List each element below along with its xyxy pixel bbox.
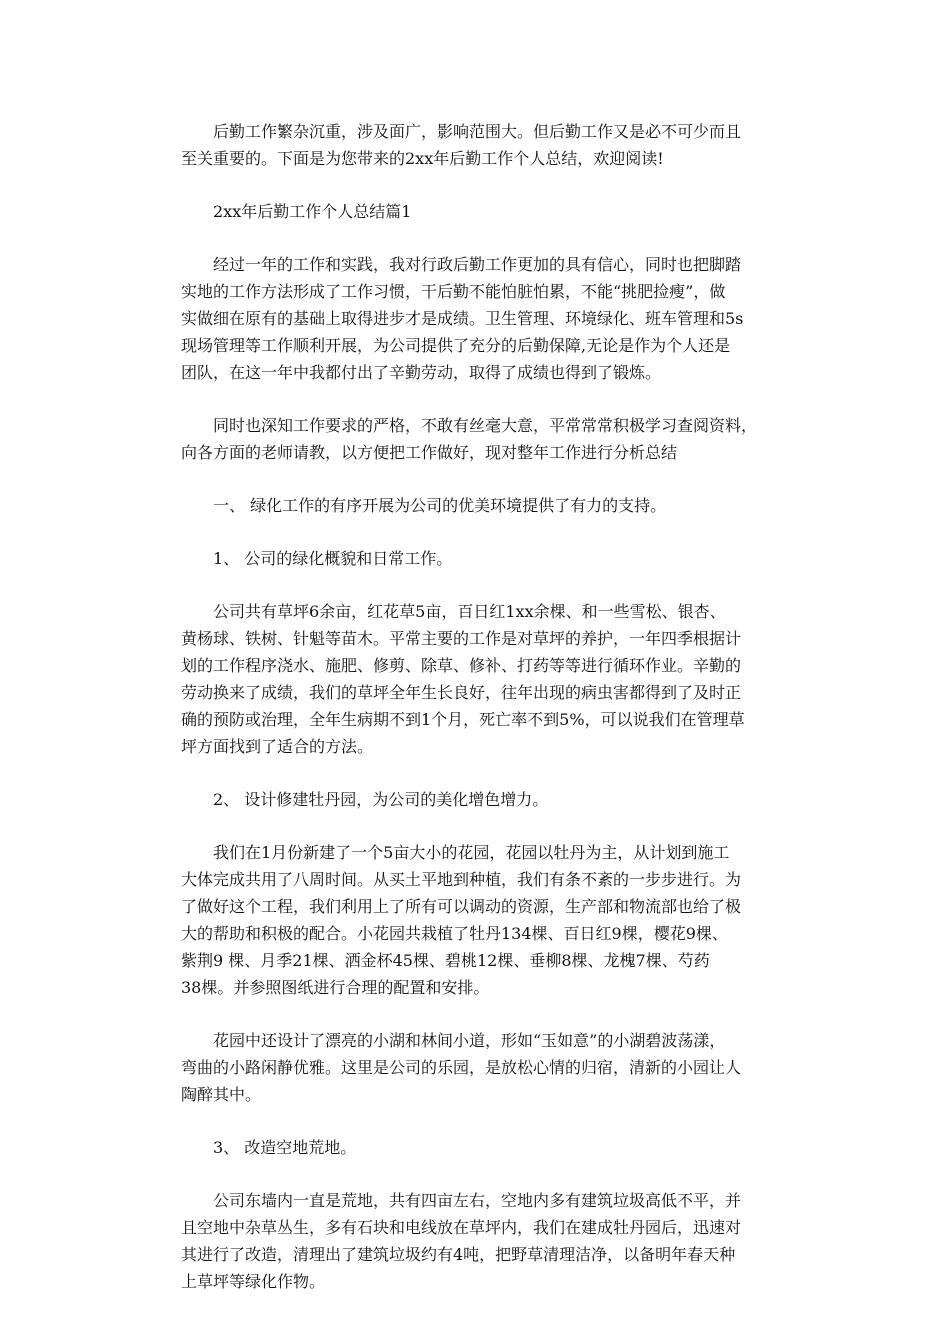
text-line: 且空地中杂草丛生，多有石块和电线放在草坪内，我们在建成牡丹园后，迅速对 bbox=[181, 1218, 742, 1237]
text-line: 现场管理等工作顺利开展，为公司提供了充分的后勤保障,无论是作为个人还是 bbox=[181, 336, 731, 355]
text-line: 坪方面找到了适合的方法。 bbox=[181, 737, 374, 756]
text-line: 上草坪等绿化作物。 bbox=[181, 1272, 326, 1291]
text-line: 团队，在这一年中我都付出了辛勤劳动，取得了成绩也得到了锻炼。 bbox=[181, 363, 662, 382]
subsection-heading bbox=[181, 786, 779, 813]
text-line: 38棵。并参照图纸进行合理的配置和安排。 bbox=[181, 978, 490, 997]
subsection-heading bbox=[181, 1134, 779, 1161]
text-line: 紫荆9 棵、月季21棵、洒金杯45棵、碧桃12棵、垂柳8棵、龙槐7棵、芍药 bbox=[181, 951, 710, 970]
text-line: 后勤工作繁杂沉重，涉及面广，影响范围大。但后勤工作又是必不可少而且 bbox=[213, 122, 742, 141]
text-line: 黄杨球、铁树、针魁等苗木。平常主要的工作是对草坪的养护，一年四季根据计 bbox=[181, 629, 742, 648]
text-line: 同时也深知工作要求的严格，不敢有丝毫大意，平常常常积极学习查阅资料， bbox=[213, 416, 758, 435]
text-line: 弯曲的小路闲静优雅。这里是公司的乐园，是放松心情的归宿，清新的小园让人 bbox=[181, 1058, 742, 1077]
body-paragraph bbox=[181, 1187, 779, 1295]
text-line: 2xx年后勤工作个人总结篇1 bbox=[213, 202, 412, 221]
text-line: 了做好这个工程，我们利用上了所有可以调动的资源，生产部和物流部也给了极 bbox=[181, 897, 742, 916]
text-line: 公司东墙内一直是荒地，共有四亩左右，空地内多有建筑垃圾高低不平，并 bbox=[213, 1191, 742, 1210]
body-paragraph bbox=[181, 598, 779, 760]
text-line: 一、 绿化工作的有序开展为公司的优美环境提供了有力的支持。 bbox=[213, 496, 667, 515]
body-paragraph bbox=[181, 251, 779, 386]
text-line: 我们在1月份新建了一个5亩大小的花园，花园以牡丹为主，从计划到施工 bbox=[213, 843, 730, 862]
body-paragraph bbox=[181, 412, 779, 466]
text-line: 花园中还设计了漂亮的小湖和林间小道，形如“玉如意”的小湖碧波荡漾， bbox=[213, 1031, 726, 1050]
document-title bbox=[181, 198, 779, 225]
text-line: 实地的工作方法形成了工作习惯，干后勤不能怕脏怕累，不能“挑肥捡瘦”，做 bbox=[181, 282, 726, 301]
text-line: 其进行了改造，清理出了建筑垃圾约有4吨，把野草清理洁净，以备明年春天种 bbox=[181, 1245, 736, 1264]
text-line: 劳动换来了成绩，我们的草坪全年生长良好，往年出现的病虫害都得到了及时正 bbox=[181, 683, 742, 702]
text-line: 大体完成共用了八周时间。从买土平地到种植，我们有条不紊的一步步进行。为 bbox=[181, 870, 742, 889]
text-line: 1、 公司的绿化概貌和日常工作。 bbox=[213, 549, 453, 568]
intro-paragraph bbox=[181, 118, 779, 172]
text-line: 至关重要的。下面是为您带来的2xx年后勤工作个人总结，欢迎阅读! bbox=[181, 149, 664, 168]
document-page bbox=[181, 118, 779, 1321]
text-line: 向各方面的老师请教，以方便把工作做好，现对整年工作进行分析总结 bbox=[181, 443, 678, 462]
section-heading bbox=[181, 492, 779, 519]
text-line: 3、 改造空地荒地。 bbox=[213, 1138, 357, 1157]
text-line: 经过一年的工作和实践，我对行政后勤工作更加的具有信心，同时也把脚踏 bbox=[213, 255, 742, 274]
text-line: 确的预防或治理，全年生病期不到1个月，死亡率不到5%，可以说我们在管理草 bbox=[181, 710, 745, 729]
text-line: 实做细在原有的基础上取得进步才是成绩。卫生管理、环境绿化、班车管理和5s bbox=[181, 309, 744, 328]
text-line: 公司共有草坪6余亩，红花草5亩，百日红1xx余棵、和一些雪松、银杏、 bbox=[213, 602, 726, 621]
text-line: 2、 设计修建牡丹园，为公司的美化增色增力。 bbox=[213, 790, 549, 809]
text-line: 大的帮助和积极的配合。小花园共栽植了牡丹134棵、百日红9棵，樱花9棵、 bbox=[181, 924, 728, 943]
body-paragraph bbox=[181, 1027, 779, 1108]
text-line: 陶醉其中。 bbox=[181, 1085, 262, 1104]
text-line: 划的工作程序浇水、施肥、修剪、除草、修补、打药等等进行循环作业。辛勤的 bbox=[181, 656, 742, 675]
subsection-heading bbox=[181, 545, 779, 572]
body-paragraph bbox=[181, 839, 779, 1001]
